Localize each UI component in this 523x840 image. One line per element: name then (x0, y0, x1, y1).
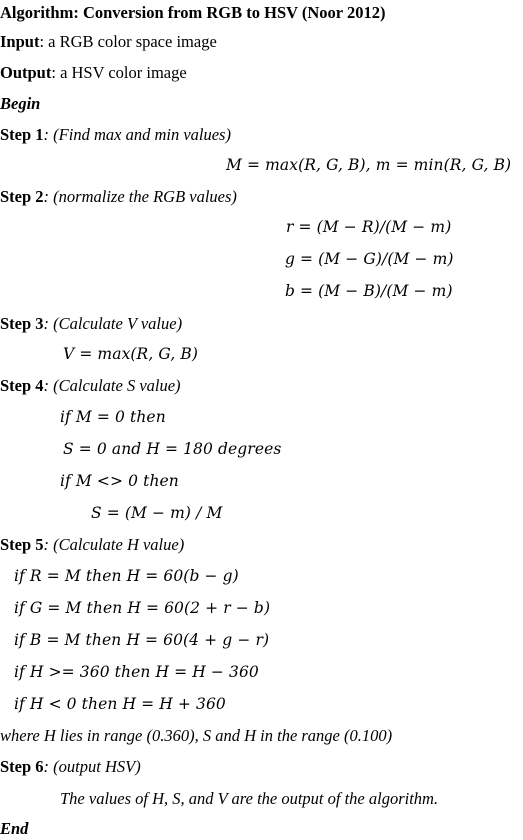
input-line (0, 31, 217, 53)
step2-label: Step 2 (0, 187, 44, 206)
range-note: where H lies in range (0.360), S and H in the range (0.100) (0, 726, 393, 745)
step4-note: : (Calculate S value) (43, 376, 181, 395)
step5-line-3: if B = M then H = 60(4 + g − r) (14, 631, 270, 649)
step5-heading (0, 534, 184, 556)
step1-equation: M = max(R, G, B), m = min(R, G, B) (226, 156, 512, 174)
step5-line-5: if H < 0 then H = H + 360 (14, 695, 226, 713)
step3-equation: V = max(R, G, B) (63, 345, 199, 363)
step6-label: Step 6 (0, 757, 44, 776)
step6-note: : (output HSV) (43, 757, 141, 776)
step5-line-2: if G = M then H = 60(2 + r − b) (14, 599, 271, 617)
step3-label: Step 3 (0, 314, 44, 333)
step4-line-2: S = 0 and H = 180 degrees (63, 440, 282, 458)
step6-text: The values of H, S, and V are the output of the algorithm. (60, 789, 439, 808)
step2-note: : (normalize the RGB values) (43, 187, 237, 206)
output-line (0, 62, 187, 84)
step1-label: Step 1 (0, 125, 44, 144)
step3-note: : (Calculate V value) (43, 314, 183, 333)
step5-line-4: if H >= 360 then H = H − 360 (14, 663, 259, 681)
step5-line-1: if R = M then H = 60(b − g) (14, 567, 239, 585)
output-label: Output (0, 63, 52, 82)
begin-keyword: Begin (0, 94, 41, 113)
end-keyword: End (0, 819, 29, 838)
step4-line-4: S = (M − m) / M (91, 504, 223, 522)
step4-heading (0, 375, 181, 397)
step1-note: : (Find max and min values) (43, 125, 231, 144)
step6-heading (0, 756, 141, 778)
step1-heading (0, 124, 231, 146)
step5-label: Step 5 (0, 535, 44, 554)
step4-line-3: if M <> 0 then (60, 472, 179, 490)
step2-equation-b: b = (M − B)/(M − m) (285, 282, 453, 300)
output-text: : a HSV color image (51, 63, 187, 82)
step2-equation-r: r = (M − R)/(M − m) (286, 218, 452, 236)
step4-line-1: if M = 0 then (60, 408, 166, 426)
step3-heading (0, 313, 182, 335)
step4-label: Step 4 (0, 376, 44, 395)
algorithm-title: Algorithm: Conversion from RGB to HSV (Noor 2012) (0, 3, 386, 22)
step2-heading (0, 186, 237, 208)
step2-equation-g: g = (M − G)/(M − m) (285, 250, 454, 268)
input-text: : a RGB color space image (39, 32, 217, 51)
input-label: Input (0, 32, 40, 51)
step5-note: : (Calculate H value) (43, 535, 185, 554)
